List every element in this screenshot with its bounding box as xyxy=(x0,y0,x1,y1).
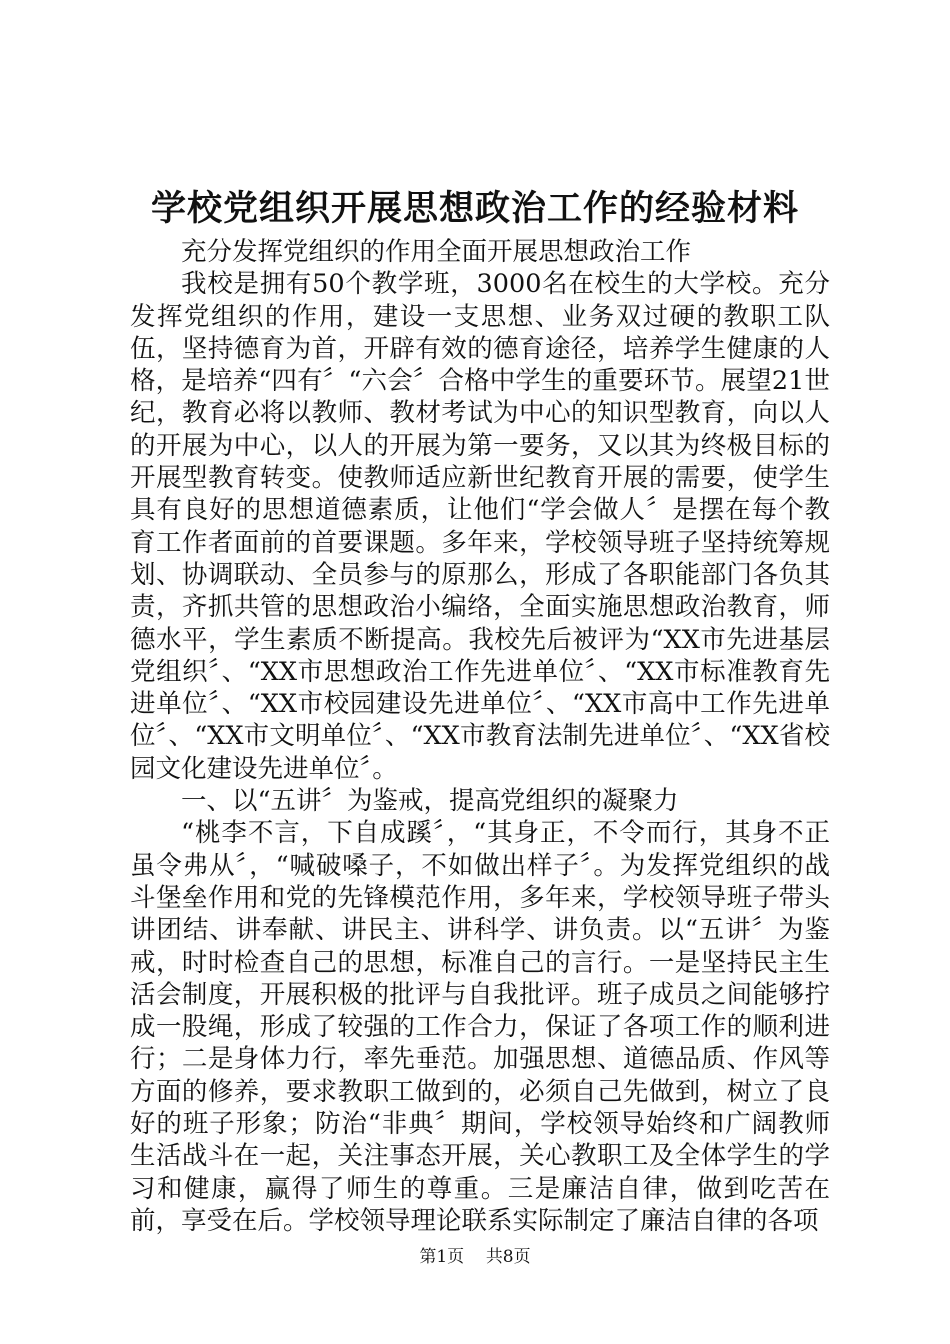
document-title: 学校党组织开展思想政治工作的经验材料 xyxy=(150,188,799,229)
page-number-current: 第1页 xyxy=(419,1247,465,1267)
document-body xyxy=(130,236,830,1237)
subtitle-paragraph: 充分发挥党组织的作用全面开展思想政治工作 xyxy=(181,237,692,267)
section-paragraph: “桃李不言，下自成蹊〞，“其身正，不令而行，其身不正虽令弗从〞，“喊破嗓子，不如做出样子〞。为发挥党组织的战斗堡垒作用和党的先锋模范作用，多年来，学校领导班子带头讲团结、讲奉献、讲民主、讲科学、讲负责。以“五讲〞为鉴戒，时时检查自己的思想，标准自己的言行。一是坚持民主生活会制度，开展积极的批评与自我批评。班子成员之间能够拧成一股绳，形成了较强的工作合力，保证了各项工作的顺利进行；二是身体力行，率先垂范。加强思想、道德品质、作风等方面的修养，要求教职工做到的，必须自己先做到，树立了良好的班子形象；防治“非典〞期间，学校领导始终和广阔教师生活战斗在一起，关注事态开展，关心教职工及全体学生的学习和健康，赢得了师生的尊重。三是廉洁自律，做到吃苦在前，享受在后。学校领导理论联系实际制定了廉洁自律的各项 xyxy=(130,818,830,1236)
section-heading: 一、以“五讲〞为鉴戒，提高党组织的凝聚力 xyxy=(181,786,679,817)
page-footer xyxy=(0,1245,950,1269)
intro-paragraph: 我校是拥有50个教学班，3000名在校生的大学校。充分发挥党组织的作用，建设一支思想、业务双过硬的教职工队伍，坚持德育为首，开辟有效的德育途径，培养学生健康的人格，是培养“四有〞“六会〞合格中学生的重要环节。展望21世纪，教育必将以教师、教材考试为中心的知识型教育，向以人的开展为中心，以人的开展为第一要务，又以其为终极目标的开展型教育转变。使教师适应新世纪教育开展的需要，使学生具有良好的思想道德素质，让他们“学会做人〞是摆在每个教育工作者面前的首要课题。多年来，学校领导班子坚持统筹规划、协调联动、全员参与的原那么，形成了各职能部门各负其责，齐抓共管的思想政治小编络，全面实施思想政治教育，师德水平，学生素质不断提高。我校先后被评为“XX市先进基层党组织〞、“XX市思想政治工作先进单位〞、“XX市标准教育先进单位〞、“XX市校园建设先进单位〞、“XX市高中工作先进单位〞、“XX市文明单位〞、“XX市教育法制先进单位〞、“XX省校园文化建设先进单位〞。 xyxy=(130,269,830,784)
page-number-separator xyxy=(470,1247,481,1267)
page-number-total: 共8页 xyxy=(485,1247,531,1267)
